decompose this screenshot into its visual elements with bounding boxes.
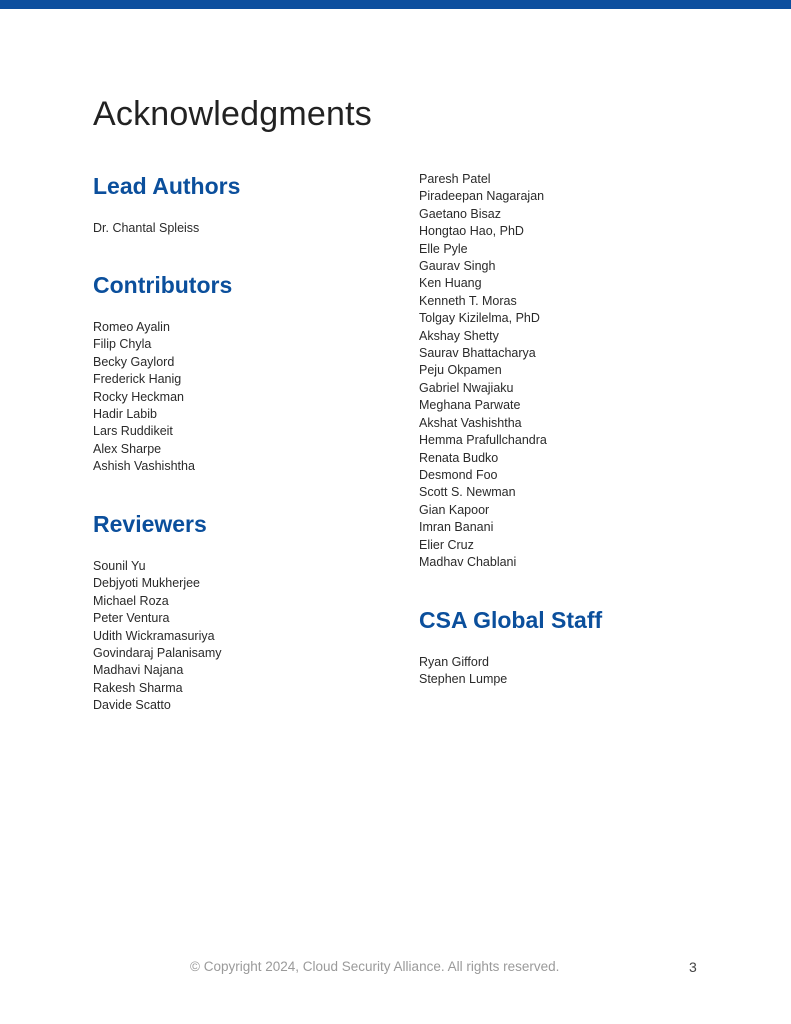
reviewer-name: Hemma Prafullchandra <box>419 433 547 448</box>
reviewer-name: Debjyoti Mukherjee <box>93 576 200 591</box>
reviewer-name: Meghana Parwate <box>419 398 521 413</box>
staff-name: Ryan Gifford <box>419 655 489 669</box>
contributor-name: Hadir Labib <box>93 407 157 422</box>
reviewer-name: Govindaraj Palanisamy <box>93 646 222 661</box>
reviewer-name: Kenneth T. Moras <box>419 293 517 308</box>
contributor-name: Lars Ruddikeit <box>93 424 173 439</box>
reviewer-name: Madhav Chablani <box>419 554 517 569</box>
reviewer-name: Gaetano Bisaz <box>419 206 501 221</box>
reviewers-heading: Reviewers <box>93 511 207 537</box>
contributors-list <box>93 319 195 476</box>
reviewer-name: Akshat Vashishtha <box>419 415 522 430</box>
reviewer-name: Gian Kapoor <box>419 502 490 517</box>
reviewer-name: Piradeepan Nagarajan <box>419 189 545 204</box>
reviewer-name: Elier Cruz <box>419 537 474 552</box>
contributor-name: Filip Chyla <box>93 337 152 352</box>
reviewer-name: Desmond Foo <box>419 467 498 482</box>
footer-copyright: © Copyright 2024, Cloud Security Alliance. All rights reserved. <box>190 959 560 974</box>
lead-authors-list <box>93 220 199 237</box>
reviewers-list-continued <box>419 171 547 571</box>
csa-global-staff-list <box>419 654 507 689</box>
contributor-name: Becky Gaylord <box>93 354 175 369</box>
reviewer-name: Davide Scatto <box>93 698 171 713</box>
reviewer-name: Scott S. Newman <box>419 485 516 500</box>
csa-global-staff-heading: CSA Global Staff <box>419 607 603 633</box>
reviewer-name: Gabriel Nwajiaku <box>419 380 514 395</box>
reviewer-name: Madhavi Najana <box>93 663 184 678</box>
reviewer-name: Ken Huang <box>419 276 482 291</box>
reviewer-name: Elle Pyle <box>419 241 468 256</box>
contributor-name: Romeo Ayalin <box>93 320 170 334</box>
reviewer-name: Udith Wickramasuriya <box>93 628 215 643</box>
contributor-name: Ashish Vashishtha <box>93 459 195 474</box>
contributors-heading: Contributors <box>93 272 233 298</box>
page-title: Acknowledgments <box>93 95 372 133</box>
reviewer-name: Tolgay Kizilelma, PhD <box>419 311 540 326</box>
contributor-name: Rocky Heckman <box>93 389 184 404</box>
reviewer-name: Sounil Yu <box>93 559 146 573</box>
reviewer-name: Peju Okpamen <box>419 363 502 378</box>
reviewer-name: Gaurav Singh <box>419 259 496 274</box>
reviewer-name: Akshay Shetty <box>419 328 499 343</box>
lead-authors-heading: Lead Authors <box>93 173 241 199</box>
reviewer-name: Rakesh Sharma <box>93 680 183 695</box>
reviewer-name: Saurav Bhattacharya <box>419 346 536 361</box>
staff-name: Stephen Lumpe <box>419 672 508 687</box>
reviewer-name: Michael Roza <box>93 593 169 608</box>
top-accent-bar <box>0 0 791 9</box>
reviewer-name: Peter Ventura <box>93 611 170 626</box>
page-number: 3 <box>689 959 697 975</box>
reviewer-name: Hongtao Hao, PhD <box>419 224 524 239</box>
reviewer-name: Imran Banani <box>419 520 494 535</box>
reviewer-name: Renata Budko <box>419 450 499 465</box>
lead-author-name: Dr. Chantal Spleiss <box>93 221 200 235</box>
reviewers-list <box>93 558 222 715</box>
contributor-name: Alex Sharpe <box>93 441 162 456</box>
contributor-name: Frederick Hanig <box>93 372 182 387</box>
reviewer-name: Paresh Patel <box>419 172 491 186</box>
